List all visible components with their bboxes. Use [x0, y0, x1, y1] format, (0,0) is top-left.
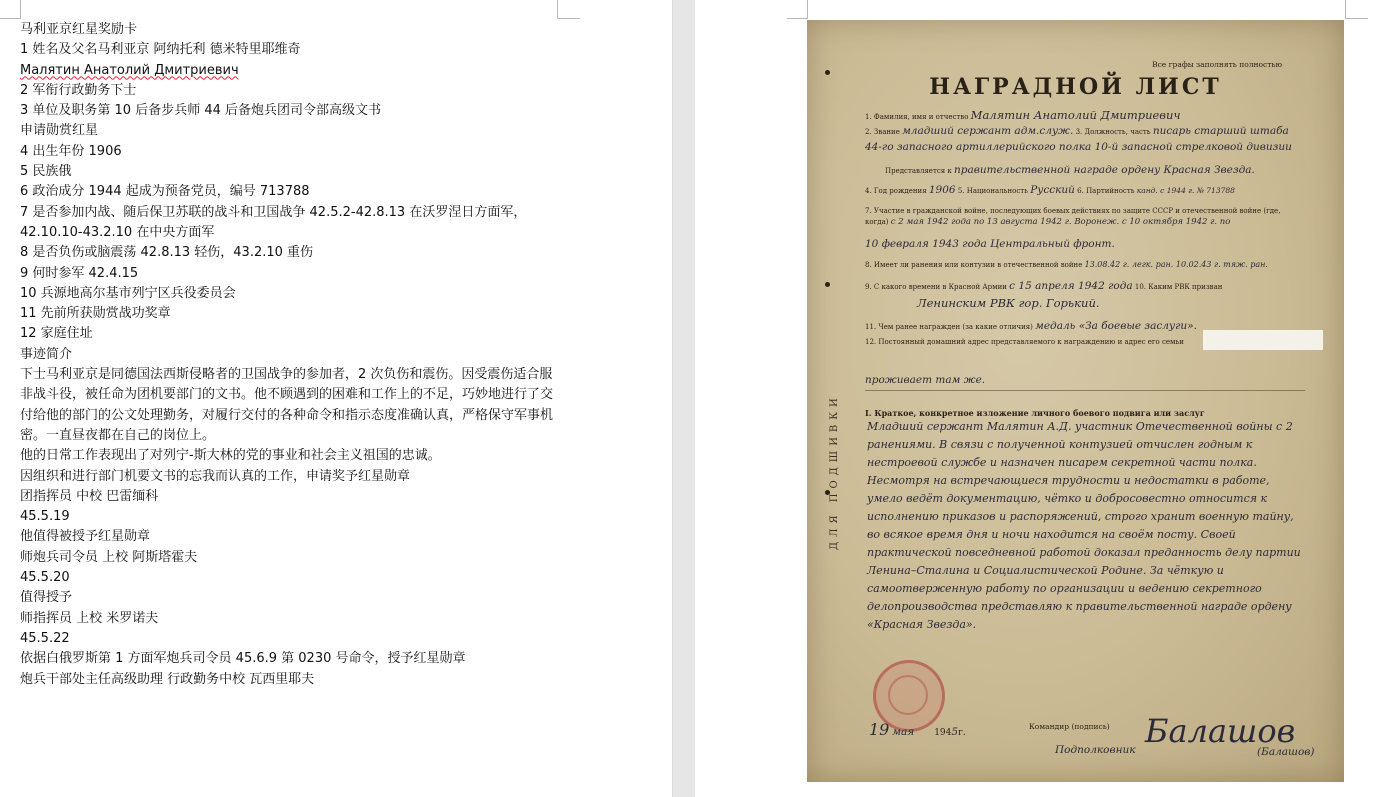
summary-paragraph[interactable]: 下士马利亚京是同德国法西斯侵略者的卫国战争的参加者，2 次负伤和震伤。因受震伤适合服非战斗役，被任命为团机要部门的文书。他不顾遇到的困难和工作上的不足，巧妙地进行了交付给他的部门的公文处理勤务，对履行交付的各种命令和指示态度准确认真，严格保守军事机密。一直昼夜都在自己的岗位上。 [20, 367, 554, 443]
field-2-3: 2. Звание младший сержант адм.служ. 3. Должность, часть писарь старший штаба [865, 125, 1289, 137]
text-line[interactable]: 45.5.19 [20, 509, 70, 525]
text-line[interactable]: 10 兵源地高尔基市列宁区兵役委员会 [20, 285, 236, 301]
text-line[interactable]: 因组织和进行部门机要文书的忘我而认真的工作，申请奖予红星勋章 [20, 468, 411, 484]
binding-hole [825, 282, 830, 287]
text-line[interactable]: 他的日常工作表现出了对列宁-斯大林的党的事业和社会主义祖国的忠诚。 [20, 448, 441, 464]
text-line[interactable]: 值得授予 [20, 590, 73, 606]
binding-margin-label: ДЛЯ ПОДШИВКИ [829, 393, 840, 550]
text-line[interactable]: 申请勋赏红星 [20, 123, 99, 139]
text-line[interactable]: 团指挥员 中校 巴雷缅科 [20, 488, 159, 504]
text-line[interactable]: 7 是否参加内战、随后保卫苏联的战斗和卫国战争 42.5.2-42.8.13 在沃罗涅日方面军， [20, 204, 527, 220]
text-line[interactable]: 11 先前所获勋赏战功奖章 [20, 306, 171, 322]
text-line[interactable]: 45.5.22 [20, 630, 70, 646]
text-line[interactable]: 他值得被授予红星勋章 [20, 529, 151, 545]
text-line[interactable]: 9 何时参军 42.4.15 [20, 265, 139, 281]
page-gutter [672, 0, 696, 797]
signature-name: (Балашов) [1257, 746, 1315, 758]
sheet-title: НАГРАДНОЙ ЛИСТ [929, 74, 1222, 100]
field-10-value: Ленинским РВК гор. Горький. [917, 296, 1100, 310]
text-line[interactable]: 事迹简介 [20, 346, 73, 362]
document-page-right [695, 0, 1400, 797]
page-corner-mark [557, 0, 580, 19]
fill-all-note: Все графы заполнять полностью [1152, 60, 1282, 69]
text-line[interactable]: 3 单位及职务第 10 后备步兵师 44 后备炮兵团司令部高级文书 [20, 103, 382, 119]
award-card-translation[interactable] [20, 20, 565, 690]
text-line[interactable]: 依据白俄罗斯第 1 方面军炮兵司令员 45.6.9 第 0230 号命令，授予红星勋章 [20, 651, 466, 667]
field-9-10: 9. С какого времени в Красной Армии с 15 апреля 1942 года 10. Каким РВК призван [865, 280, 1223, 292]
text-line[interactable]: 42.10.10-43.2.10 在中央方面军 [20, 224, 215, 240]
text-line[interactable]: 6 政治成分 1944 起成为预备党员，编号 713788 [20, 184, 310, 200]
text-line[interactable] [20, 61, 565, 81]
commander-signature: Балашов [1145, 712, 1296, 750]
text-line[interactable]: 8 是否负伤或脑震荡 42.8.13 轻伤，43.2.10 重伤 [20, 245, 314, 261]
field-4-6: 4. Год рождения 1906 5. Национальность Русский 6. Партийность канд. с 1944 г. № 713788 [865, 184, 1235, 196]
russian-name: Малятин Анатолий Дмитриевич [20, 62, 239, 78]
page-corner-mark [0, 0, 21, 19]
field-3-cont: 44-го запасного артиллерийского полка 10-й запасной стрелковой дивизии [865, 141, 1292, 153]
text-line[interactable]: 1 姓名及父名马利亚京 阿纳托利 德米特里耶维奇 [20, 42, 301, 58]
section-title: I. Краткое, конкретное изложение личного боевого подвига или заслуг [865, 408, 1205, 418]
commander-field: Командир (подпись) [1029, 722, 1110, 731]
text-line[interactable]: 4 出生年份 1906 [20, 143, 122, 159]
redacted-area [1203, 330, 1323, 350]
commander-rank: Подполковник [1055, 744, 1136, 756]
award-sheet-scan[interactable] [807, 20, 1344, 782]
document-page-left [0, 0, 672, 797]
text-line[interactable]: 炮兵干部处主任高级助理 行政勤务中校 瓦西里耶夫 [20, 671, 315, 687]
field-12-value: проживает там же. [865, 374, 986, 386]
page-corner-mark [787, 0, 808, 19]
field-8: 8. Имеет ли ранения или контузии в отечественной войне 13.08.42 г. легк. ран. 10.02.43 г. тяж. ран. [865, 260, 1268, 269]
page-corner-mark [1345, 0, 1368, 19]
text-line[interactable]: 马利亚京红星奖励卡 [20, 22, 138, 37]
text-line[interactable]: 12 家庭住址 [20, 326, 93, 342]
text-line[interactable]: 师炮兵司令员 上校 阿斯塔霍夫 [20, 549, 198, 565]
text-line[interactable]: 5 民族俄 [20, 164, 72, 180]
text-line[interactable]: 45.5.20 [20, 570, 70, 586]
handwritten-narrative: Младший сержант Малятин А.Д. участник Отечественной войны с 2 ранениями. В связи с полученной контузией отчислен годным к нестроевой службе и назначен писарем секретной части полка. Несмотря на встречающиеся трудности и недостатки в работе, умело ведёт документацию, чётко и добросовестно относится к исполнению приказов и распоряжений, строго хранит военную тайну, во всякое время дня и ночи находится на своём посту. Своей практической повседневной работой доказал преданность делу партии Ленина–Сталина и Социалистической Родине. За чёткую и самоотверженную работу по организации и ведению секретного делопроизводства представляю к правительственной награде ордену «Красная Звезда». [867, 420, 1301, 631]
text-line[interactable]: 师指挥员 上校 米罗诺夫 [20, 610, 159, 626]
field-presented: Представляется к правительственной награде ордену Красная Звезда. [885, 164, 1255, 176]
text-line[interactable]: 2 军衔行政勤务下士 [20, 82, 137, 98]
field-7-cont: 10 февраля 1943 года Центральный фронт. [865, 238, 1115, 250]
field-1: 1. Фамилия, имя и отчество Малятин Анатолий Дмитриевич [865, 108, 1181, 122]
field-12: 12. Постоянный домашний адрес представляемого к награждению и адрес его семьи [865, 338, 1184, 346]
date-field: 19 мая 1945г. [869, 720, 966, 739]
field-11: 11. Чем ранее награжден (за какие отличия) медаль «За боевые заслуги». [865, 320, 1197, 332]
rule-line [865, 390, 1305, 391]
field-7: 7. Участие в гражданской войне, последующих боевых действиях по защите СССР и отечественной войне (где, когда) с 2 мая 1942 года по 13 августа 1942 г. Воронеж. с 10 октября 1942 г. по [865, 207, 1281, 227]
